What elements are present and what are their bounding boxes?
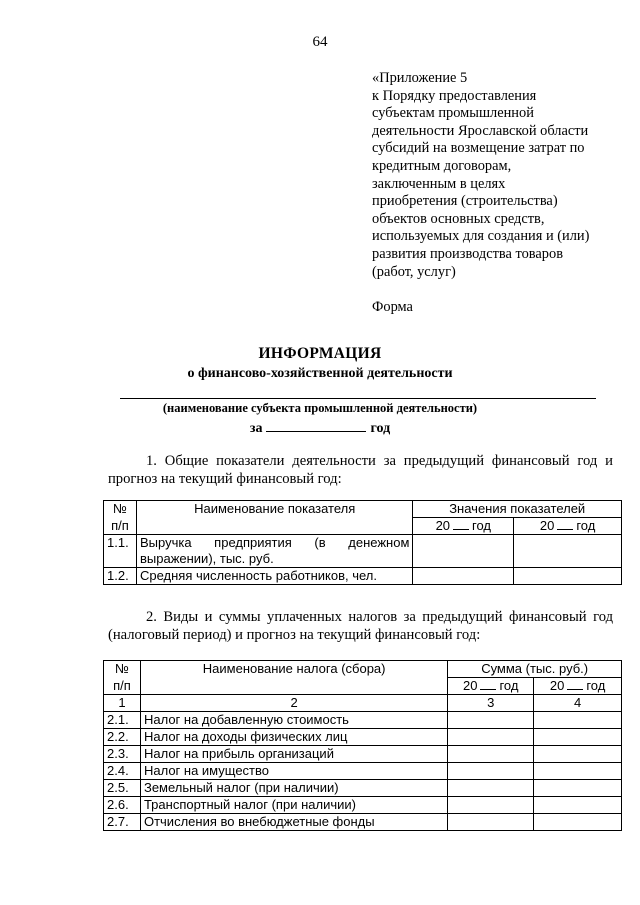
appendix-line: к Порядку предоставления [372,87,537,104]
value-cell[interactable] [448,712,534,729]
table-row [104,797,622,814]
year-blank [480,678,496,690]
header-year-current [534,678,622,695]
value-cell[interactable] [413,568,514,585]
entity-name-line [120,398,596,399]
value-cell[interactable] [534,746,622,763]
section-1-rest: прогноз на текущий финансовый год: [108,471,342,487]
taxes-table [103,660,622,831]
header-values: Значения показателей [413,501,622,518]
appendix-line: кредитным договорам, [372,157,512,174]
appendix-line: заключенным в целях [372,175,506,192]
value-cell[interactable] [448,797,534,814]
header-name: Наименование показателя [136,501,412,518]
row-num: 2.5. [104,780,141,797]
value-cell[interactable] [534,712,622,729]
table-row [104,568,622,585]
row-name: Земельный налог (при наличии) [140,780,447,797]
header-year-prev [413,518,514,535]
appendix-line: приобретения (строительства) [372,193,558,210]
row-name: Отчисления во внебюджетные фонды [140,814,447,831]
row-num: 1.1. [104,535,137,568]
year-blank [557,518,573,530]
year-blank [567,678,583,690]
value-cell[interactable] [448,729,534,746]
appendix-line: деятельности Ярославской области [372,122,589,139]
header-year-prev [448,678,534,695]
appendix-line: объектов основных средств, [372,210,545,227]
appendix-line: субсидий на возмещение затрат по [372,140,585,157]
value-cell[interactable] [413,535,514,568]
year-prefix: 20 [549,678,565,693]
row-num: 2.6. [104,797,141,814]
year-blank [453,518,469,530]
appendix-line: развития производства товаров [372,245,563,262]
row-num: 2.1. [104,712,141,729]
column-number: 4 [534,695,622,712]
appendix-line: используемых для создания и (или) [372,228,590,245]
period-blank [266,419,366,432]
year-prefix: 20 [435,518,451,533]
column-number: 2 [140,695,447,712]
header-num-sub: п/п [104,678,141,695]
year-suffix: год [472,518,492,533]
row-name: Средняя численность работников, чел. [136,568,412,585]
value-cell[interactable] [514,535,622,568]
row-name [136,535,412,568]
year-prefix: 20 [463,678,478,693]
year-suffix: год [586,678,606,693]
table-row [104,712,622,729]
document-title: ИНФОРМАЦИЯ [258,345,382,362]
row-name: Транспортный налог (при наличии) [140,797,447,814]
section-2-first-line: 2. Виды и суммы уплаченных налогов за предыдущий финансовый год [146,609,613,625]
value-cell[interactable] [448,763,534,780]
value-cell[interactable] [534,729,622,746]
year-suffix: год [499,678,519,693]
header-year-current [514,518,622,535]
row-name: Налог на добавленную стоимость [140,712,447,729]
indicators-table [103,500,622,585]
row-num: 1.2. [104,568,137,585]
table-header-row [104,518,622,535]
value-cell[interactable] [514,568,622,585]
period-suffix: год [370,421,391,436]
value-cell[interactable] [448,814,534,831]
column-number: 1 [104,695,141,712]
table-row [104,729,622,746]
table-row [104,535,622,568]
row-name-line1: Выручка предприятия (в денежном [139,535,410,550]
value-cell[interactable] [534,763,622,780]
year-prefix: 20 [539,518,555,533]
header-name-sub [140,678,447,695]
header-num: № [104,661,141,678]
row-name: Налог на доходы физических лиц [140,729,447,746]
table-row [104,780,622,797]
appendix-line: «Приложение 5 [372,70,468,86]
page-number: 64 [312,34,328,50]
period-line [0,419,640,437]
value-cell[interactable] [448,746,534,763]
table-header-row [104,678,622,695]
value-cell[interactable] [448,780,534,797]
header-name-sub [136,518,412,535]
value-cell[interactable] [534,814,622,831]
year-suffix: год [576,518,596,533]
row-num: 2.2. [104,729,141,746]
row-num: 2.7. [104,814,141,831]
row-num: 2.3. [104,746,141,763]
appendix-line: субъектам промышленной [372,105,534,122]
table-row [104,763,622,780]
section-2-intro [108,608,613,644]
header-sum: Сумма (тыс. руб.) [448,661,622,678]
row-name: Налог на имущество [140,763,447,780]
value-cell[interactable] [534,780,622,797]
header-num-symbol: № [113,501,127,516]
section-2-rest: (налоговый период) и прогноз на текущий финансовый год: [108,627,481,643]
header-name: Наименование налога (сбора) [140,661,447,678]
row-name: Налог на прибыль организаций [140,746,447,763]
row-num: 2.4. [104,763,141,780]
appendix-line: (работ, услуг) [372,263,456,280]
section-1-first-line: 1. Общие показатели деятельности за предыдущий финансовый год и [146,453,613,469]
table-row [104,814,622,831]
header-num-sub: п/п [104,518,137,535]
table-header-row [104,501,622,518]
form-label: Форма [372,299,413,315]
header-num [104,501,137,518]
column-number: 3 [448,695,534,712]
row-name-line2: выражении), тыс. руб. [139,551,274,566]
section-1-intro [108,452,613,488]
value-cell[interactable] [534,797,622,814]
entity-caption: (наименование субъекта промышленной деятельности) [162,401,478,415]
appendix-header [372,70,622,281]
document-subtitle: о финансово-хозяйственной деятельности [187,366,453,381]
table-header-row [104,661,622,678]
column-numbers-row [104,695,622,712]
table-row [104,746,622,763]
period-prefix: за [249,421,263,436]
